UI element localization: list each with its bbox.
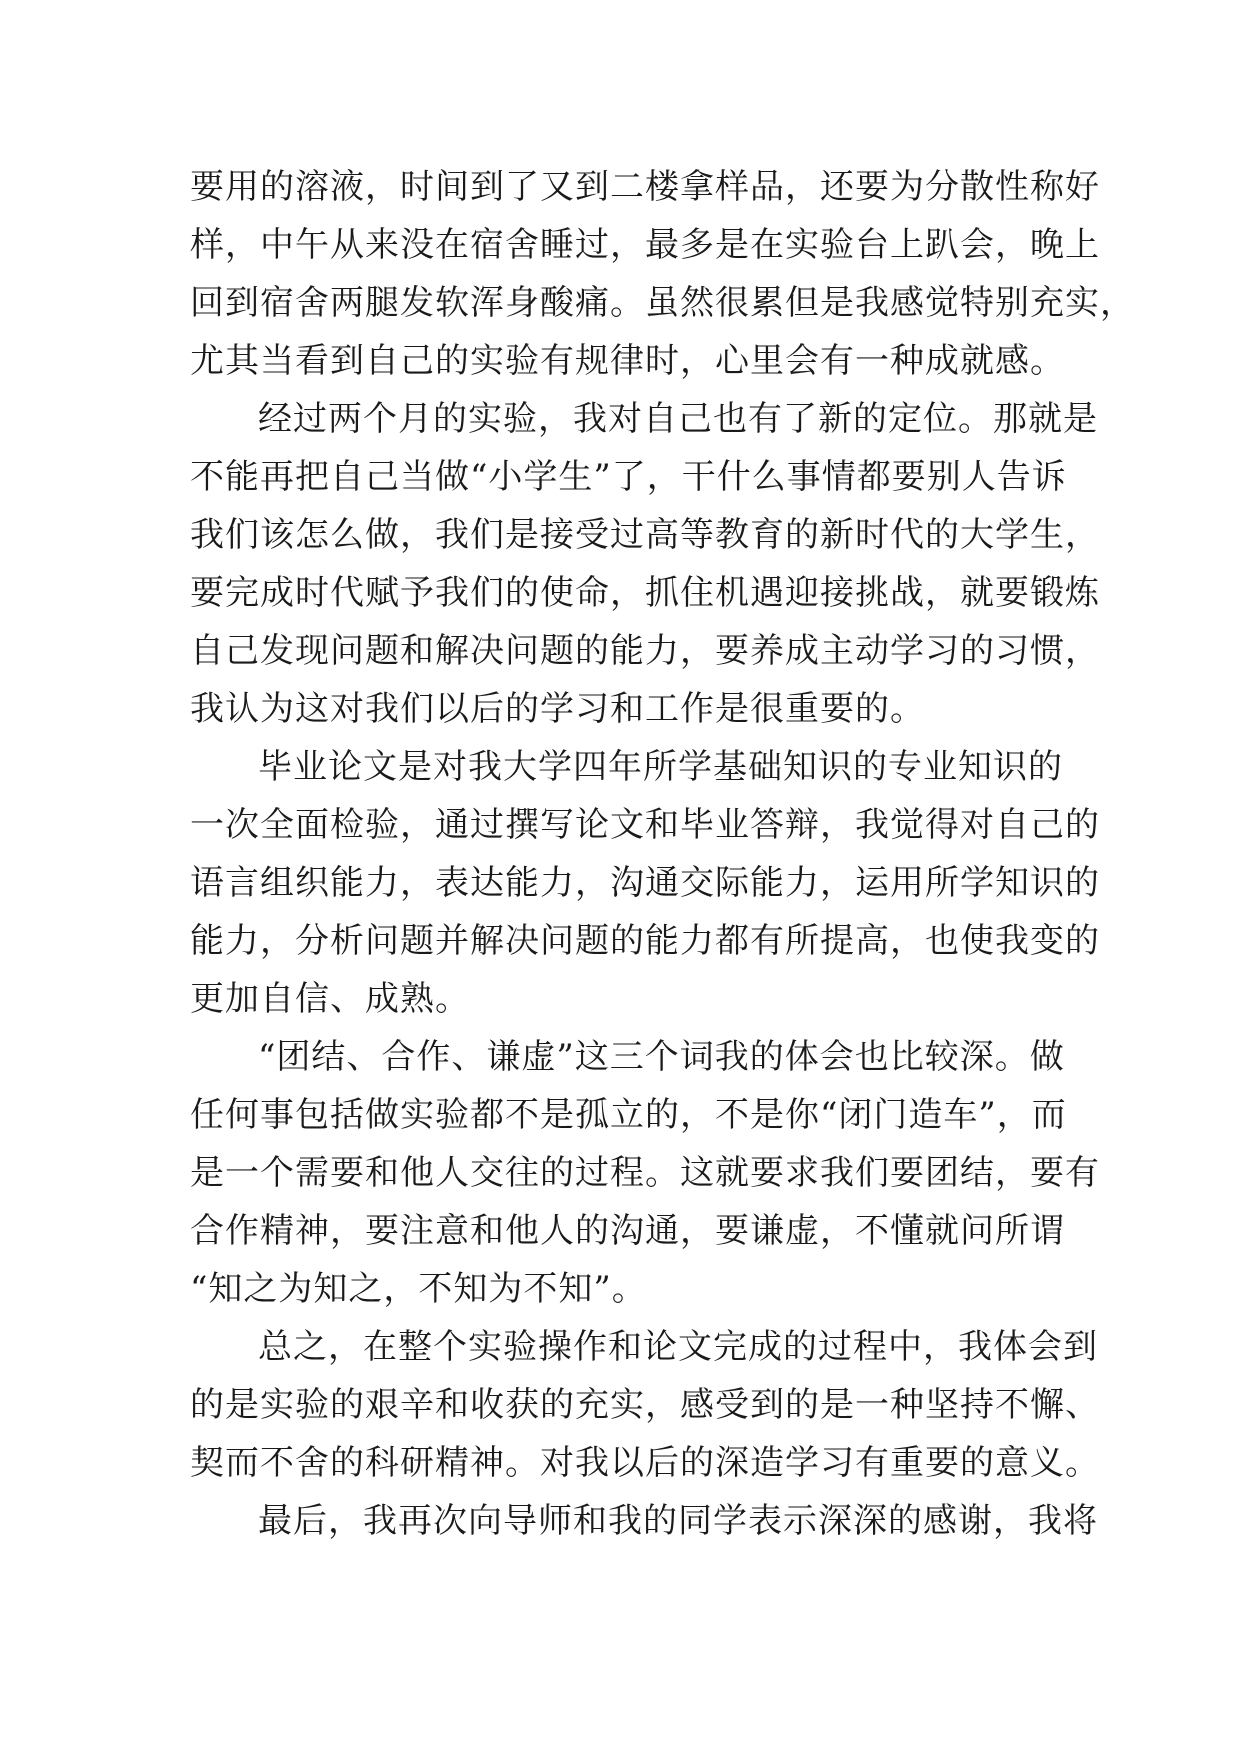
text-line: 能力，分析问题并解决问题的能力都有所提高，也使我变的 <box>190 921 1100 961</box>
text-line: 要用的溶液，时间到了又到二楼拿样品，还要为分散性称好 <box>190 167 1100 207</box>
text-line: 契而不舍的科研精神。对我以后的深造学习有重要的意义。 <box>190 1443 1100 1483</box>
text-line: 尤其当看到自己的实验有规律时，心里会有一种成就感。 <box>190 341 1065 381</box>
text-line: 语言组织能力，表达能力，沟通交际能力，运用所学知识的 <box>190 863 1100 903</box>
text-line: 合作精神，要注意和他人的沟通，要谦虚，不懂就问所谓 <box>190 1211 1065 1251</box>
text-line: 自己发现问题和解决问题的能力，要养成主动学习的习惯， <box>190 631 1100 671</box>
text-line: 是一个需要和他人交往的过程。这就要求我们要团结，要有 <box>190 1153 1100 1193</box>
text-line: 回到宿舍两腿发软浑身酸痛。虽然很累但是我感觉特别充实， <box>190 283 1135 323</box>
text-line: 的是实验的艰辛和收获的充实，感受到的是一种坚持不懈、 <box>190 1385 1100 1425</box>
text-line: 我认为这对我们以后的学习和工作是很重要的。 <box>190 689 925 729</box>
text-line: 一次全面检验，通过撰写论文和毕业答辩，我觉得对自己的 <box>190 805 1100 845</box>
text-line: 我们该怎么做，我们是接受过高等教育的新时代的大学生， <box>190 515 1100 555</box>
text-line: 任何事包括做实验都不是孤立的，不是你“闭门造车”，而 <box>190 1095 1067 1135</box>
paragraph-first-line: “团结、合作、谦虚”这三个词我的体会也比较深。做 <box>258 1037 1065 1077</box>
text-line: 更加自信、成熟。 <box>190 979 470 1019</box>
text-line: “知之为知之，不知为不知”。 <box>190 1269 647 1309</box>
paragraph-first-line: 总之，在整个实验操作和论文完成的过程中，我体会到 <box>258 1327 1098 1367</box>
paragraph-first-line: 最后，我再次向导师和我的同学表示深深的感谢，我将 <box>258 1501 1098 1541</box>
text-line: 不能再把自己当做“小学生”了，干什么事情都要别人告诉 <box>190 457 1067 497</box>
body-text <box>190 158 1135 1550</box>
text-line: 要完成时代赋予我们的使命，抓住机遇迎接挑战，就要锻炼 <box>190 573 1100 613</box>
text-line: 样，中午从来没在宿舍睡过，最多是在实验台上趴会，晚上 <box>190 225 1100 265</box>
paragraph-first-line: 毕业论文是对我大学四年所学基础知识的专业知识的 <box>258 747 1063 787</box>
paragraph-first-line: 经过两个月的实验，我对自己也有了新的定位。那就是 <box>258 399 1098 439</box>
